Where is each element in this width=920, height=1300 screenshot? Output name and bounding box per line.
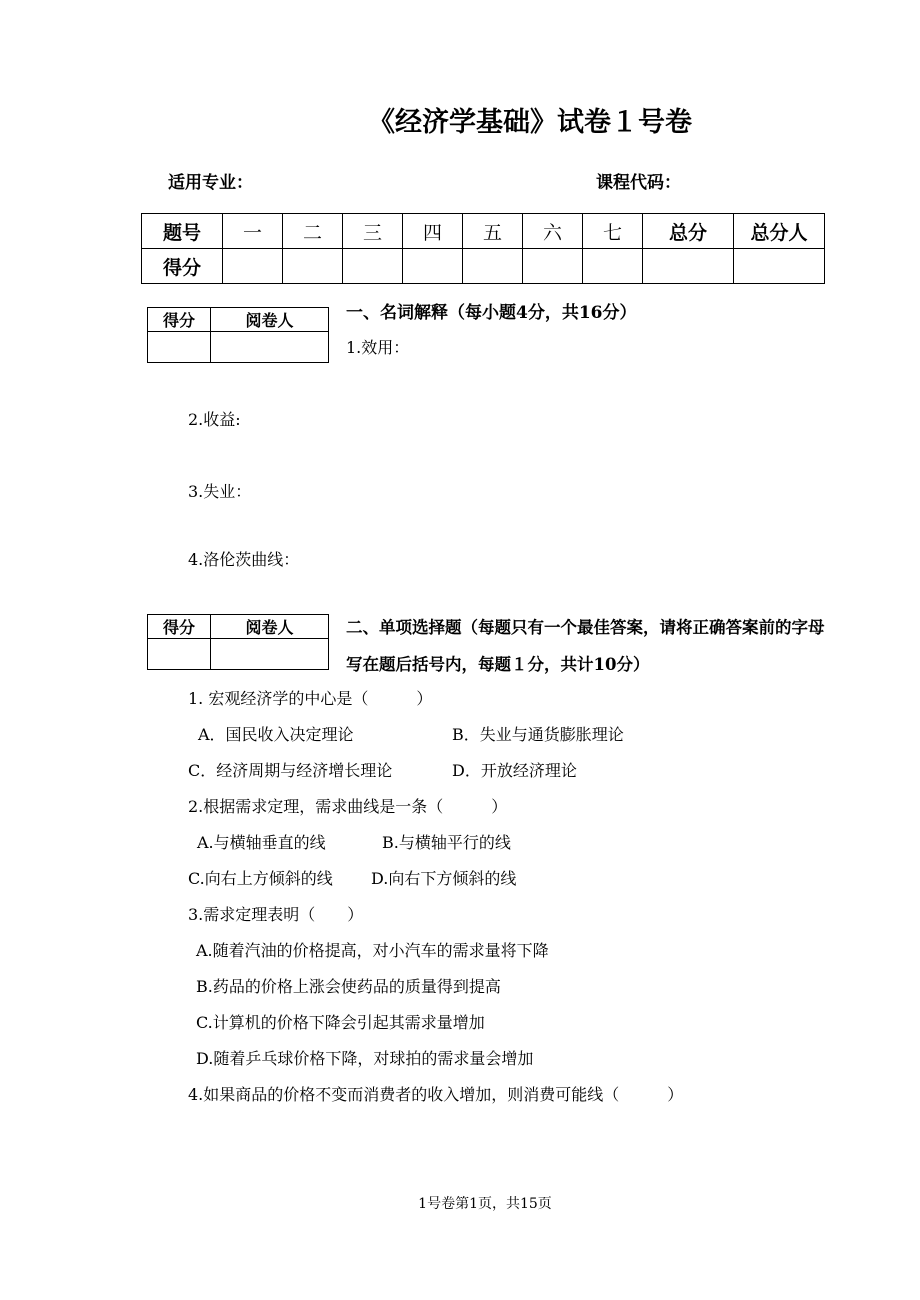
score-cell xyxy=(643,249,734,284)
option-text: C．经济周期与经济增长理论 xyxy=(188,761,393,780)
option-text: D．开放经济理论 xyxy=(452,761,577,780)
question-stem: 3.需求定理表明（ ） xyxy=(188,905,364,924)
grader-score-cell xyxy=(148,639,211,670)
option-text: A．国民收入决定理论 xyxy=(198,725,354,744)
option-text: B.药品的价格上涨会使药品的质量得到提高 xyxy=(196,977,501,996)
course-code-label: 课程代码： xyxy=(596,173,681,193)
grader-name-label: 阅卷人 xyxy=(211,615,329,639)
score-table-column-header: 三 xyxy=(343,214,403,249)
option-text: C.向右上方倾斜的线 xyxy=(188,869,333,888)
score-table-column-header: 七 xyxy=(583,214,643,249)
score-table-column-header: 六 xyxy=(523,214,583,249)
page-footer: 1号卷第1页，共15页 xyxy=(418,1196,552,1212)
score-table-score-row xyxy=(142,249,825,284)
score-cell xyxy=(523,249,583,284)
score-table-column-header: 四 xyxy=(403,214,463,249)
option-text: A.随着汽油的价格提高，对小汽车的需求量将下降 xyxy=(196,941,549,960)
grader-name-cell xyxy=(211,639,329,670)
section1-item: 1.效用： xyxy=(346,338,410,357)
score-table-column-header: 一 xyxy=(223,214,283,249)
question-stem: 1. 宏观经济学的中心是（ ） xyxy=(188,689,433,708)
section2-heading-line2: 写在题后括号内，每题１分，共计10分） xyxy=(346,655,650,674)
score-cell xyxy=(403,249,463,284)
score-cell xyxy=(343,249,403,284)
score-table-row-label: 得分 xyxy=(142,249,223,284)
option-text: A.与横轴垂直的线 xyxy=(197,833,326,852)
option-text: B.与横轴平行的线 xyxy=(382,833,511,852)
grader-box-section1 xyxy=(147,307,329,363)
score-table-column-header: 二 xyxy=(283,214,343,249)
question-stem: 4.如果商品的价格不变而消费者的收入增加，则消费可能线（ ） xyxy=(188,1085,684,1104)
score-cell xyxy=(223,249,283,284)
score-table-column-header: 总分人 xyxy=(734,214,825,249)
section2-heading-line1: 二、单项选择题（每题只有一个最佳答案，请将正确答案前的字母 xyxy=(346,618,825,637)
grader-name-label: 阅卷人 xyxy=(211,308,329,332)
option-text: B．失业与通货膨胀理论 xyxy=(452,725,624,744)
grader-box-section2 xyxy=(147,614,329,670)
section1-heading: 一、名词解释（每小题4分，共16分） xyxy=(346,303,637,323)
question-stem: 2.根据需求定理，需求曲线是一条（ ） xyxy=(188,797,508,816)
grader-score-label: 得分 xyxy=(148,308,211,332)
score-cell xyxy=(283,249,343,284)
score-table-column-header: 五 xyxy=(463,214,523,249)
score-cell xyxy=(463,249,523,284)
option-text: C.计算机的价格下降会引起其需求量增加 xyxy=(196,1013,485,1032)
grader-score-cell xyxy=(148,332,211,363)
score-cell xyxy=(583,249,643,284)
score-table-header-row xyxy=(142,214,825,249)
section1-item: 3.失业： xyxy=(188,482,252,501)
section1-item: 4.洛伦茨曲线： xyxy=(188,550,300,569)
section1-item: 2.收益: xyxy=(188,410,241,429)
option-text: D.向右下方倾斜的线 xyxy=(371,869,517,888)
major-label: 适用专业： xyxy=(168,173,253,193)
score-table xyxy=(141,213,825,284)
score-table-row-label: 题号 xyxy=(142,214,223,249)
grader-score-label: 得分 xyxy=(148,615,211,639)
score-table-column-header: 总分 xyxy=(643,214,734,249)
score-cell xyxy=(734,249,825,284)
page-title: 《经济学基础》试卷１号卷 xyxy=(368,107,692,138)
option-text: D.随着乒乓球价格下降，对球拍的需求量会增加 xyxy=(196,1049,534,1068)
grader-name-cell xyxy=(211,332,329,363)
